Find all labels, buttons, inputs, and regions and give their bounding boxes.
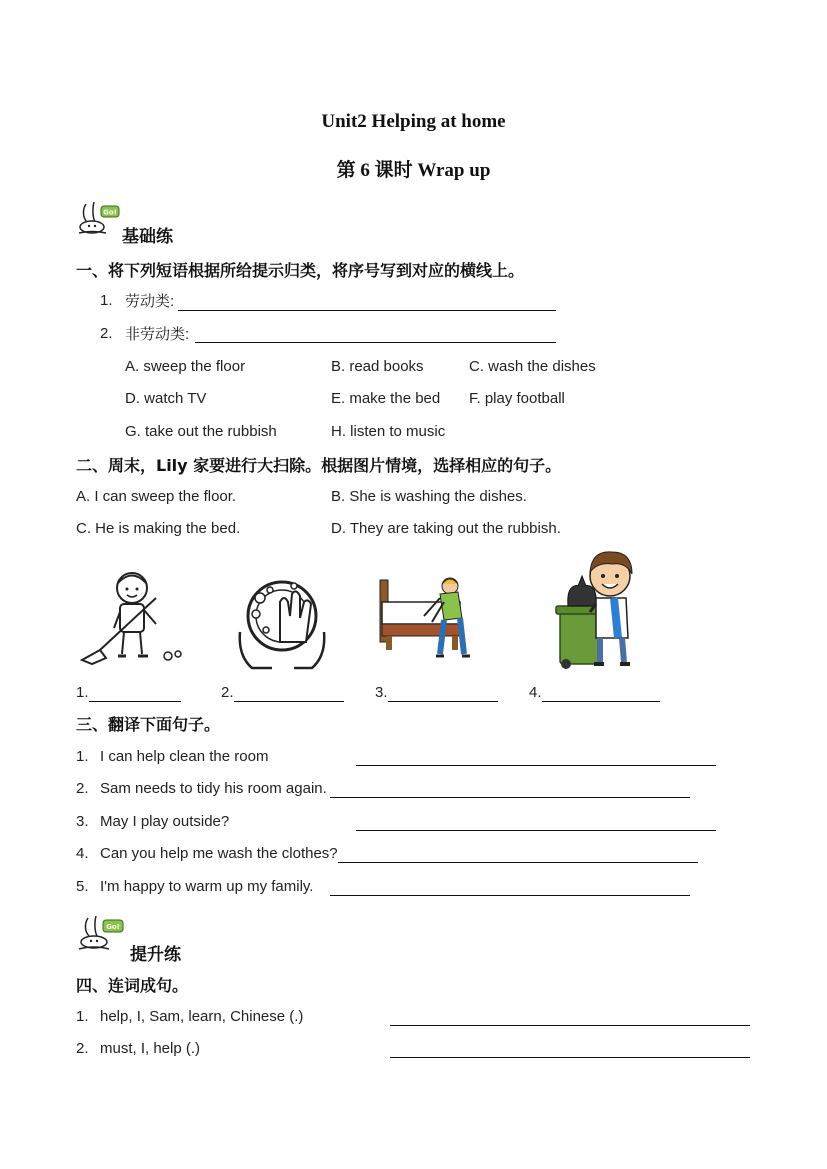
q1-option-e: E. make the bed	[331, 390, 441, 407]
q2-blank-4-number: 4.	[529, 684, 542, 701]
q1-option-b: B. read books	[331, 358, 424, 375]
q2-heading: 二、周末，Lily 家要进行大扫除。根据图片情境，选择相应的句子。	[76, 456, 562, 475]
level-label-basic: 基础练	[122, 227, 173, 247]
q1-option-d: D. watch TV	[125, 390, 207, 407]
q3-item-4-answer-line[interactable]	[338, 862, 698, 863]
q4-item-1-answer-line[interactable]	[390, 1025, 750, 1026]
q3-item-1-number: 1.	[76, 748, 89, 765]
badge-text: Go!	[103, 208, 117, 217]
q3-item-1-text: I can help clean the room	[100, 748, 269, 765]
q2-blank-1-number: 1.	[76, 684, 89, 701]
boy-sweeping-picture	[78, 568, 190, 666]
q3-item-5-answer-line[interactable]	[330, 895, 690, 896]
q1-option-f: F. play football	[469, 390, 565, 407]
q4-item-1-number: 1.	[76, 1008, 89, 1025]
q2-option-d: D. They are taking out the rubbish.	[331, 520, 561, 537]
q1-heading: 一、将下列短语根据所给提示归类，将序号写到对应的横线上。	[76, 261, 525, 280]
q3-item-2-answer-line[interactable]	[330, 797, 690, 798]
q3-item-4-number: 4.	[76, 845, 89, 862]
q3-item-2-number: 2.	[76, 780, 89, 797]
q3-item-3-text: May I play outside?	[100, 813, 230, 830]
q4-item-2-number: 2.	[76, 1040, 89, 1057]
q3-item-2-text: Sam needs to tidy his room again.	[100, 780, 327, 797]
q3-item-3-answer-line[interactable]	[356, 830, 716, 831]
q3-item-5-number: 5.	[76, 878, 89, 895]
q2-blank-3-line[interactable]	[388, 701, 498, 702]
level-label-advanced: 提升练	[130, 945, 181, 965]
q4-heading: 四、连词成句。	[76, 976, 189, 995]
q1-cat2-label: 非劳动类:	[125, 326, 190, 343]
q2-blank-4-line[interactable]	[542, 701, 660, 702]
bunny-go-icon-2	[76, 912, 126, 952]
q2-option-c: C. He is making the bed.	[76, 520, 241, 537]
badge-text-2: Go!	[106, 923, 120, 931]
q1-option-g: G. take out the rubbish	[125, 423, 277, 440]
q1-cat2-answer-line[interactable]	[195, 342, 556, 343]
q4-item-2-text: must, I, help (.)	[100, 1040, 201, 1057]
q1-cat1-answer-line[interactable]	[178, 310, 556, 311]
q4-item-1-text: help, I, Sam, learn, Chinese (.)	[100, 1008, 304, 1025]
page-title: Unit2 Helping at home	[321, 111, 506, 132]
page-subtitle: 第 6 课时 Wrap up	[336, 160, 491, 181]
washing-dishes-picture	[236, 572, 328, 672]
q3-item-3-number: 3.	[76, 813, 89, 830]
q2-blank-2-number: 2.	[221, 684, 234, 701]
making-bed-picture	[378, 574, 490, 666]
q1-cat1-label: 劳动类:	[125, 293, 175, 310]
q1-option-h: H. listen to music	[331, 423, 446, 440]
q1-cat2-number: 2.	[100, 325, 113, 342]
q3-heading: 三、翻译下面句子。	[76, 715, 221, 734]
q2-blank-1-line[interactable]	[89, 701, 181, 702]
q2-blank-2-line[interactable]	[234, 701, 344, 702]
q2-option-a: A. I can sweep the floor.	[76, 488, 237, 505]
q2-option-b: B. She is washing the dishes.	[331, 488, 527, 505]
taking-out-rubbish-picture	[552, 546, 652, 670]
q1-cat1-number: 1.	[100, 292, 113, 309]
bunny-go-icon	[76, 200, 122, 236]
q4-item-2-answer-line[interactable]	[390, 1057, 750, 1058]
q3-item-1-answer-line[interactable]	[356, 765, 716, 766]
q3-item-4-text: Can you help me wash the clothes?	[100, 845, 338, 862]
q2-blank-3-number: 3.	[375, 684, 388, 701]
q3-item-5-text: I'm happy to warm up my family.	[100, 878, 314, 895]
q1-option-c: C. wash the dishes	[469, 358, 596, 375]
q1-option-a: A. sweep the floor	[125, 358, 246, 375]
